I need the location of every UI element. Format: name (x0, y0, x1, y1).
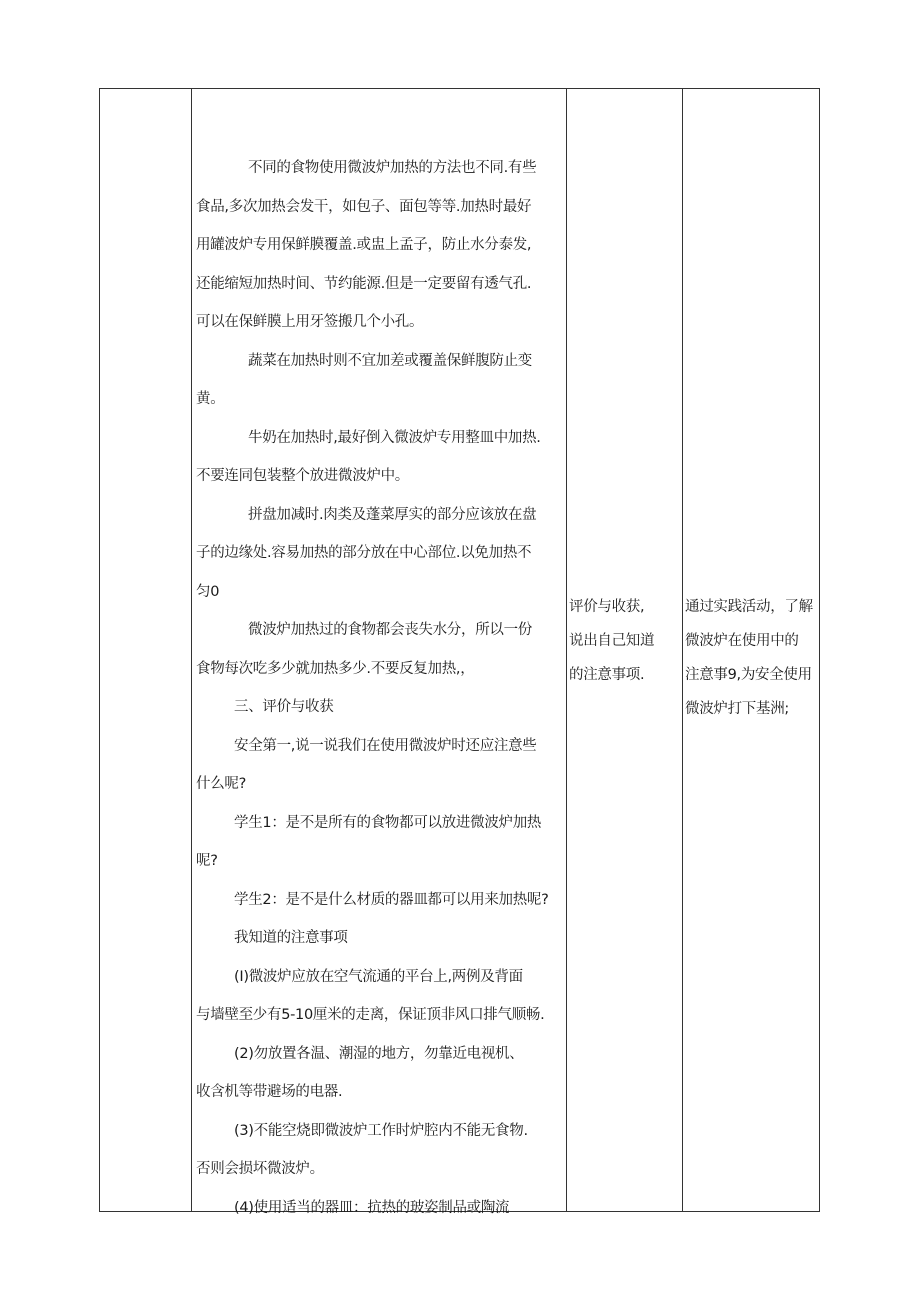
text-line: 我知道的注意事项 (234, 930, 348, 946)
text-line: 可以在保鲜膜上用牙签搬几个小孔。 (196, 314, 424, 330)
text-line: 微波炉打下基洲; (685, 701, 789, 717)
text-line: 拼盘加减时.肉类及蓬菜厚实的部分应该放在盘 (248, 506, 537, 523)
text-line: 微波炉加热过的食物都会丧失水分，所以一份 (248, 622, 532, 638)
text-line: 黄。 (196, 391, 225, 407)
text-line: 牛奶在加热时,最好倒入微波炉专用整皿中加热. (248, 429, 541, 446)
teaching-process-cell (192, 89, 566, 1216)
text-line: 蔬菜在加热时则不宜加差或覆盖保鲜腹防止变 (248, 352, 532, 369)
student-activity-cell (567, 89, 682, 1211)
text-line: 不要连同包装整个放进微波炉中。 (196, 468, 409, 484)
text-line: 安全第一,说一说我们在使用微波炉时还应注意些 (234, 737, 537, 754)
text-line: 学生2：是不是什么材质的器皿都可以用来加热呢? (234, 891, 549, 908)
text-line: 还能缩短加热时间、节约能源.但是一定要留有透气孔. (196, 275, 532, 292)
text-line: 呢? (196, 853, 218, 869)
text-line: 评价与收获, (569, 599, 645, 615)
text-line: 食物每次吃多少就加热多少.不要反复加热,， (196, 660, 475, 677)
text-line: 通过实践活动，了解 (685, 599, 813, 615)
text-line: 不同的食物使用微波炉加热的方法也不同.有些 (248, 160, 537, 176)
text-line: 否则会损坏微波炉。 (196, 1161, 324, 1177)
text-line: 收含机等带避场的电器. (196, 1084, 343, 1100)
text-line: (I)微波炉应放在空气流通的平台上,两例及背面 (234, 968, 523, 985)
text-line: 子的边缘处.容易加热的部分放在中心部位.以免加热不 (196, 545, 532, 561)
text-line: 匀0 (196, 583, 220, 600)
text-line: 的注意事项. (569, 667, 645, 683)
text-line: 什么呢? (196, 776, 246, 792)
text-line: (2)勿放置各温、潮湿的地方，勿靠近电视机、 (234, 1045, 524, 1062)
text-line: 三、评价与收获 (234, 699, 334, 715)
text-line: (3)不能空烧即微波炉工作时炉腔内不能无食物. (234, 1122, 528, 1139)
text-line: 注意事9,为安全使用 (685, 667, 812, 683)
lesson-table (99, 88, 820, 1216)
text-line: 说出自己知道 (569, 633, 655, 649)
blank-cell (100, 89, 191, 1211)
text-line: 食品,多次加热会发干，如包子、面包等等.加热时最好 (196, 198, 532, 215)
text-line: 与墙壁至少有5-10厘米的走离，保证顶非风口排气顺畅. (196, 1007, 545, 1023)
text-line: 学生1：是不是所有的食物都可以放进微波炉加热 (234, 814, 542, 831)
text-line: 微波炉在使用中的 (685, 633, 799, 649)
design-intent-cell (683, 89, 819, 1211)
text-line: 用罐波炉专用保鲜膜覆盖.或盅上孟子，防止水分泰发, (196, 237, 532, 253)
text-line: (4)使用适当的器皿：抗热的玻姿制品或陶流 (234, 1199, 510, 1216)
